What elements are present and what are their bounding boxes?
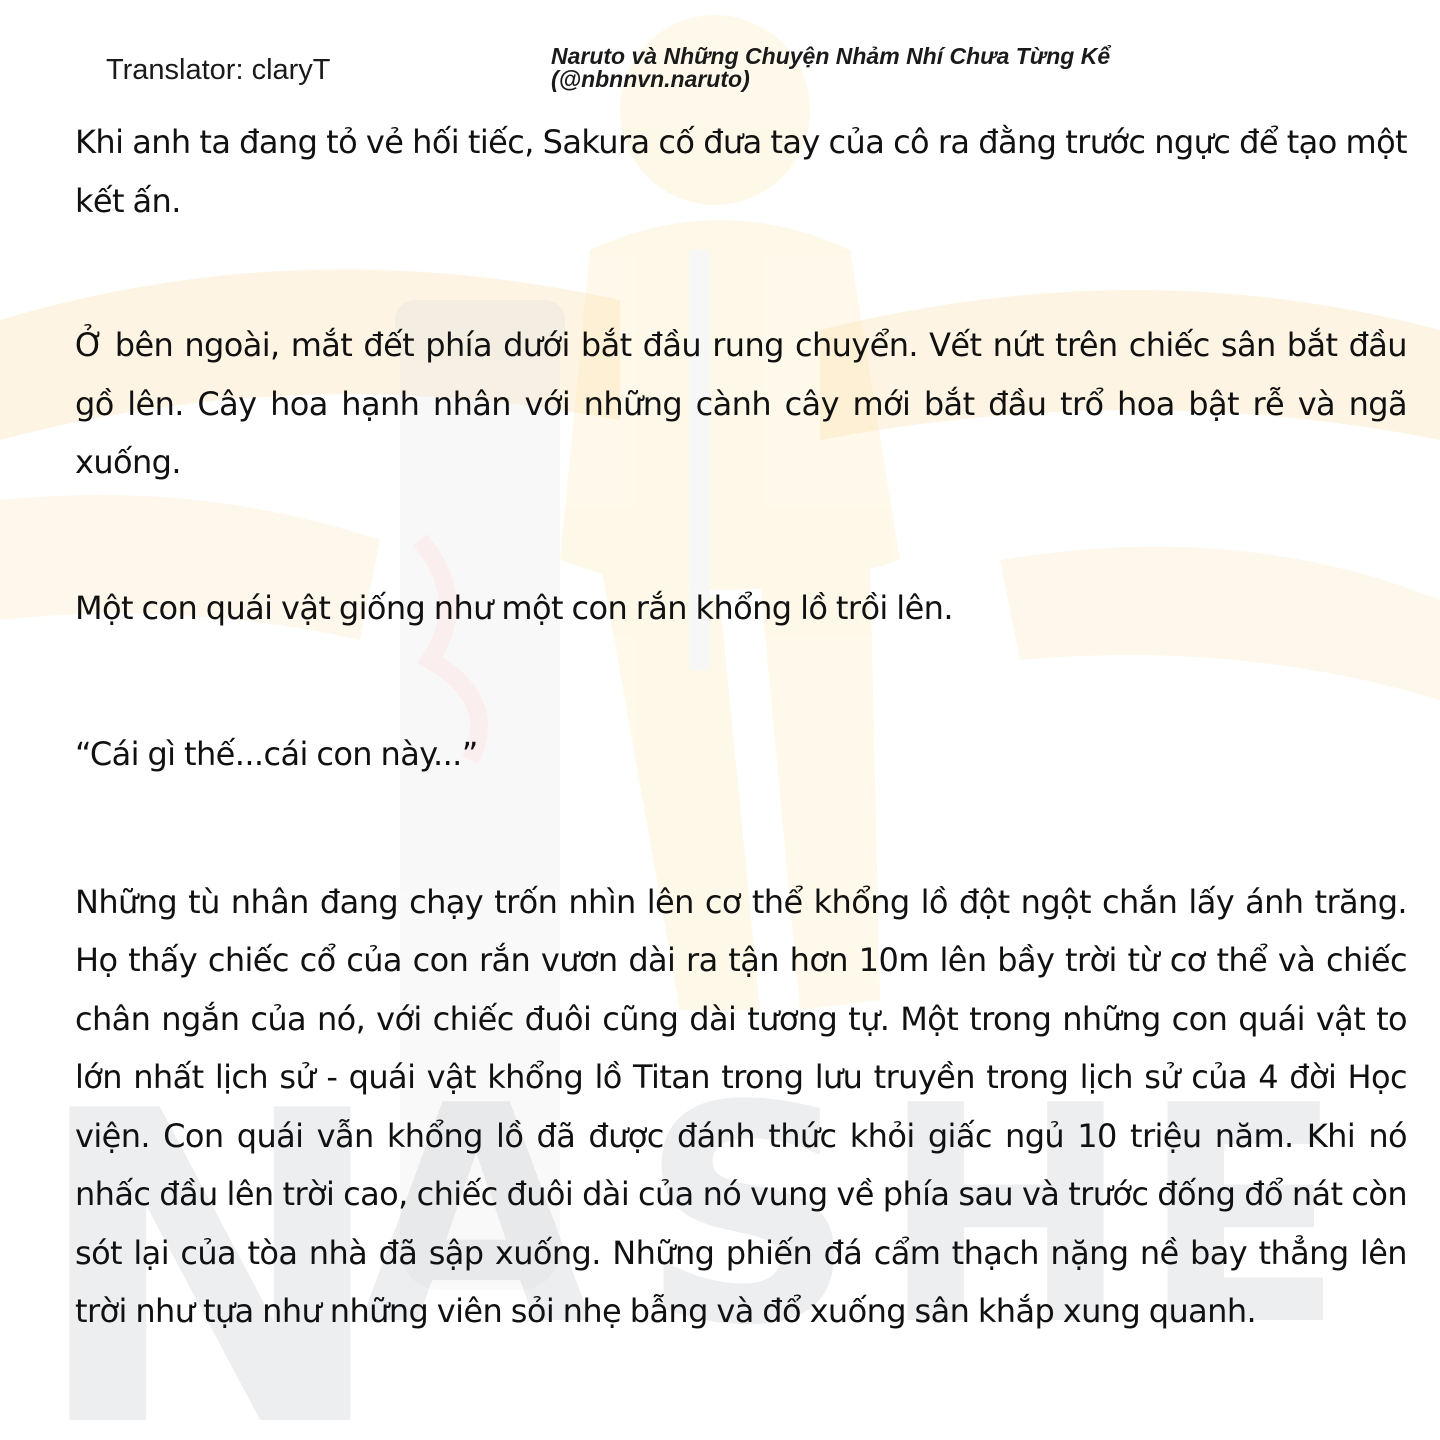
translator-credit: Translator: claryT [106, 54, 331, 86]
svg-text:S: S [640, 1042, 857, 1391]
paragraph-1: Khi anh ta đang tỏ vẻ hối tiếc, Sakura cố đưa tay của cô ra đằng trước ngực để tạo một kết ấn. [75, 123, 1407, 220]
paragraph-4: “Cái gì thế...cái con này...” [75, 735, 478, 773]
series-title-line2: (@nbnnvn.naruto) [551, 66, 750, 92]
story-text [75, 113, 1407, 1341]
paragraph-spacer [75, 637, 1407, 725]
paragraph-5: Những tù nhân đang chạy trốn nhìn lên cơ thể khổng lồ đột ngột chắn lấy ánh trăng. Họ thấy chiếc cổ của con rắn vươn dài ra tận hơn 10m lên bầy trời từ cơ thể và chiếc chân ngắn của nó, với chiếc đuôi cũng dài tương tự. Một trong những con quái vật to lớn nhất lịch sử - quái vật khổng lồ Titan trong lưu truyền trong lịch sử của 4 đời Học viện. Con quái vẫn khổng lồ đã được đánh thức khỏi giấc ngủ 10 triệu năm. Khi nó nhấc đầu lên trời cao, chiếc đuôi dài của nó vung về phía sau và trước đống đổ nát còn sót lại của tòa nhà đã sập xuống. Những phiến đá cẩm thạch nặng nề bay thẳng lên trời như tựa như những viên sỏi nhẹ bẫng và đổ xuống sân khắp xung quanh. [75, 882, 1407, 1330]
paragraph-3: Một con quái vật giống như một con rắn khổng lồ trồi lên. [75, 588, 953, 627]
svg-text:H: H [880, 1042, 1132, 1391]
svg-text:N: N [30, 1022, 390, 1440]
series-title-line1: Naruto và Những Chuyện Nhảm Nhí Chưa Từng Kể [551, 43, 1111, 69]
svg-text:E: E [1140, 1042, 1345, 1391]
paragraph-spacer [75, 784, 1407, 873]
paragraph-spacer [75, 230, 1407, 316]
page-header [0, 0, 1440, 110]
svg-text:A: A [360, 1042, 593, 1391]
paragraph-2: Ở bên ngoài, mắt đết phía dưới bắt đầu rung chuyển. Vết nứt trên chiếc sân bắt đầu gồ lên. Cây hoa hạnh nhân với những cành cây mới bắt đầu trổ hoa bật rễ và ngã xuống. [75, 326, 1407, 481]
series-title [551, 45, 1110, 91]
paragraph-spacer [75, 492, 1407, 579]
